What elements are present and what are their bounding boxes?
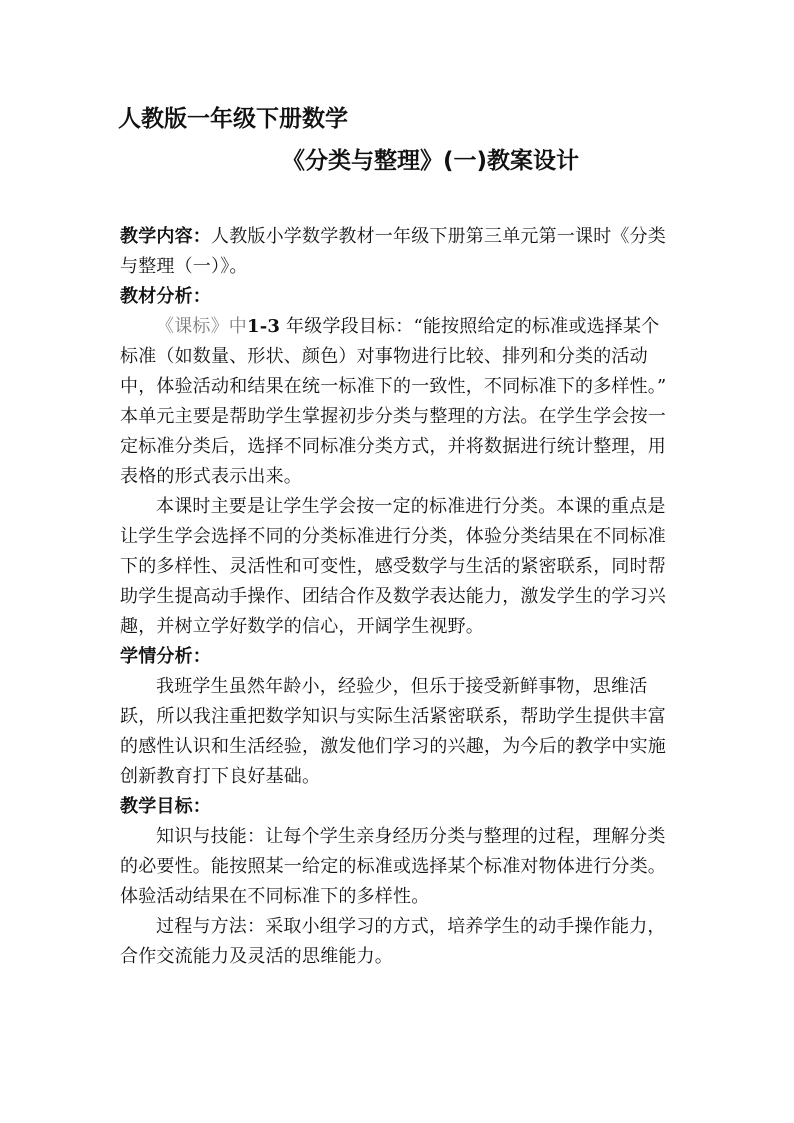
curriculum-standard-ref: 《课标》中 (156, 316, 247, 337)
material-analysis-text-1: 年级学段目标：“能按照给定的标准或选择某个标准（如数量、形状、颜色）对事物进行比较、排列和分类的活动中，体验活动和结果在统一标准下的一致性，不同标准下的多样性。” (120, 316, 667, 397)
material-analysis-heading: 教材分析： (120, 286, 211, 307)
teaching-goals-paragraph-2: 过程与方法：采取小组学习的方式，培养学生的动手操作能力，合作交流能力及灵活的思维能力。 (120, 916, 666, 967)
document-title-line1: 人教版一年级下册数学 (118, 106, 348, 132)
material-analysis-paragraph-1 (120, 312, 676, 402)
material-analysis-paragraph-2: 本单元主要是帮助学生掌握初步分类与整理的方法。在学生学会按一定标准分类后，选择不同标准分类方式，并将数据进行统计整理，用表格的形式表示出来。 (120, 406, 666, 487)
student-analysis-heading: 学情分析： (120, 646, 211, 667)
teaching-content-text: 人教版小学数学教材一年级下册第三单元第一课时《分类与整理（一）》。 (120, 226, 666, 277)
teaching-goals-heading: 教学目标： (120, 796, 211, 817)
grade-range: 1-3 (247, 316, 281, 337)
material-analysis-paragraph-3: 本课时主要是让学生学会按一定的标准进行分类。本课的重点是让学生学会选择不同的分类标准进行分类，体验分类结果在不同标准下的多样性、灵活性和可变性，感受数学与生活的紧密联系，同时帮助学生提高动手操作、团结合作及数学表达能力，激发学生的学习兴趣，并树立学好数学的信心，开阔学生视野。 (120, 496, 666, 637)
document-body (120, 222, 676, 972)
teaching-content-paragraph (120, 222, 676, 282)
teaching-goals-paragraph-1: 知识与技能：让每个学生亲身经历分类与整理的过程，理解分类的必要性。能按照某一给定的标准或选择某个标准对物体进行分类。体验活动结果在不同标准下的多样性。 (120, 826, 666, 907)
student-analysis-paragraph: 我班学生虽然年龄小，经验少，但乐于接受新鲜事物，思维活跃，所以我注重把数学知识与实际生活紧密联系，帮助学生提供丰富的感性认识和生活经验，激发他们学习的兴趣，为今后的教学中实施创新教育打下良好基础。 (120, 676, 666, 787)
document-title-line2: 《分类与整理》(一)教案设计 (282, 148, 580, 174)
teaching-content-label: 教学内容： (120, 226, 211, 247)
